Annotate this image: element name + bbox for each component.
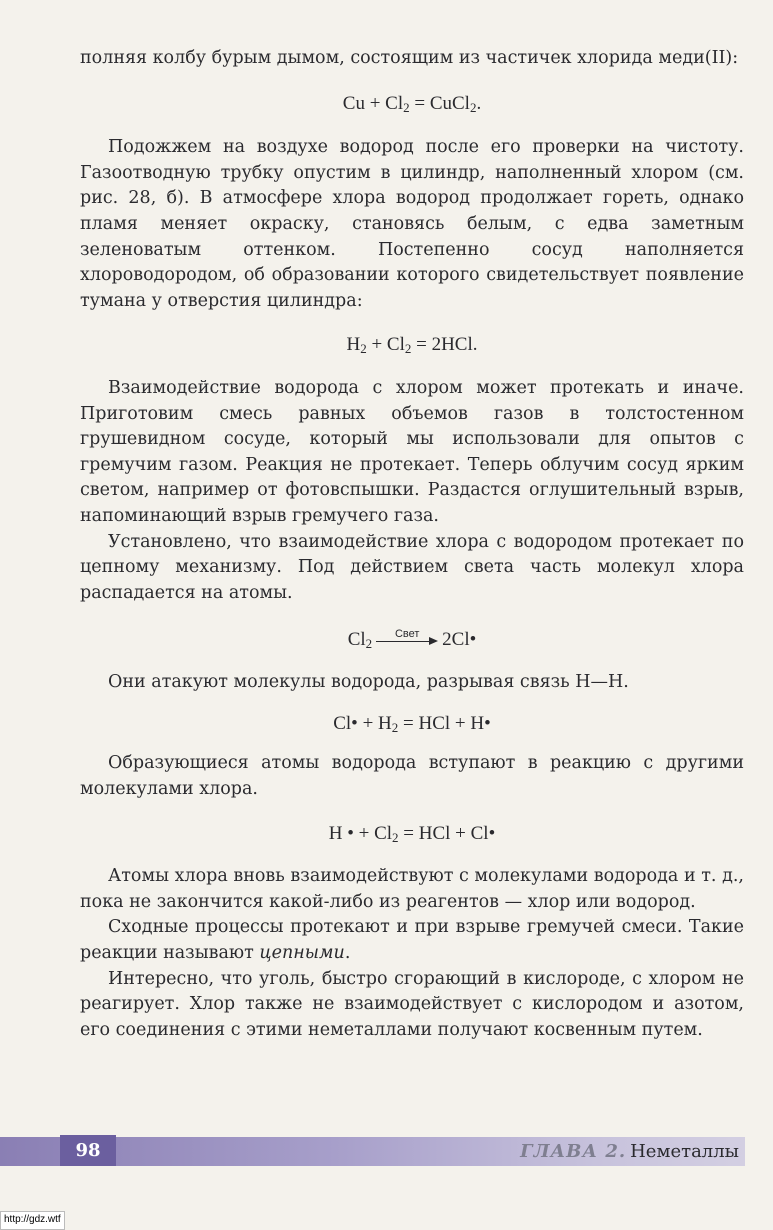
equation-chlorine-dissociation: $Cl_2$ Свет 2Cl• xyxy=(80,626,744,654)
equation-chain-step-2: H • + $Cl_2$ = HCl + Cl• xyxy=(328,822,496,845)
chapter-name: Неметаллы xyxy=(630,1141,739,1162)
paragraph-9: Интересно, что уголь, быстро сгорающий в кислороде, с хлором не реагирует. Хлор также не взаимодействует с кислородом и азотом, его соединения с этими неметаллами получают косвенным путем. xyxy=(80,968,744,1040)
paragraph-6: Образующиеся атомы водорода вступают в реакцию с другими молекулами хлора. xyxy=(80,753,744,800)
term-chain-reactions: цепными xyxy=(259,943,345,964)
paragraph-2: Подожжем на воздухе водород после его проверки на чистоту. Газоотводную трубку опустим в цилиндр, наполненный хлором (см. рис. 28, б). В атмосфере хлора водород продолжает гореть, однако пламя меняет окраску, становясь белым, с едва заметным зеленоватым оттенком. Постепенно сосуд наполняется хлороводородом, об образовании которого свидетельствует появление тумана у отверстия цилиндра: xyxy=(80,137,744,311)
paragraph-3: Взаимодействие водорода с хлором может протекать и иначе. Приготовим смесь равных объемов газов в толстостенном грушевидном сосуде, который мы использовали для опытов с гремучим газом. Реакция не протекает. Теперь облучим сосуд ярким светом, например от фотовспышки. Раздастся оглушительный взрыв, напоминающий взрыв гремучего газа. xyxy=(80,377,744,526)
body-text xyxy=(80,46,744,1043)
chapter-title xyxy=(520,1141,739,1163)
page-number: 98 xyxy=(60,1135,116,1166)
reaction-arrow-icon xyxy=(376,627,438,642)
paragraph-8: Сходные процессы протекают и при взрыве гремучей смеси. Такие реакции называют цепными. xyxy=(80,917,744,964)
arrow-label: Свет xyxy=(394,627,420,640)
paragraph-4: Установлено, что взаимодействие хлора с водородом протекает по цепному механизму. Под действием света часть молекул хлора распадается на атомы. xyxy=(80,531,744,603)
paragraph-5: Они атакуют молекулы водорода, разрывая связь Н—Н. xyxy=(108,672,629,693)
equation-copper-chloride: $Cu + Cl_2$ = CuCl$_2$. xyxy=(342,92,482,115)
equation-hydrogen-chloride: $H_2 + Cl_2 = 2HCl$. xyxy=(346,334,478,357)
watermark-link[interactable]: http://gdz.wtf xyxy=(0,1211,65,1230)
equation-chain-step-1: Cl• + $H_2$ = HCl + H• xyxy=(333,712,491,735)
paragraph-1: полняя колбу бурым дымом, состоящим из частичек хлорида меди(II): xyxy=(80,48,739,68)
paragraph-7: Атомы хлора вновь взаимодействуют с молекулами водорода и т. д., пока не закончится какой-либо из реагентов — хлор или водород. xyxy=(80,866,744,912)
chapter-label: ГЛАВА 2. xyxy=(520,1141,627,1162)
